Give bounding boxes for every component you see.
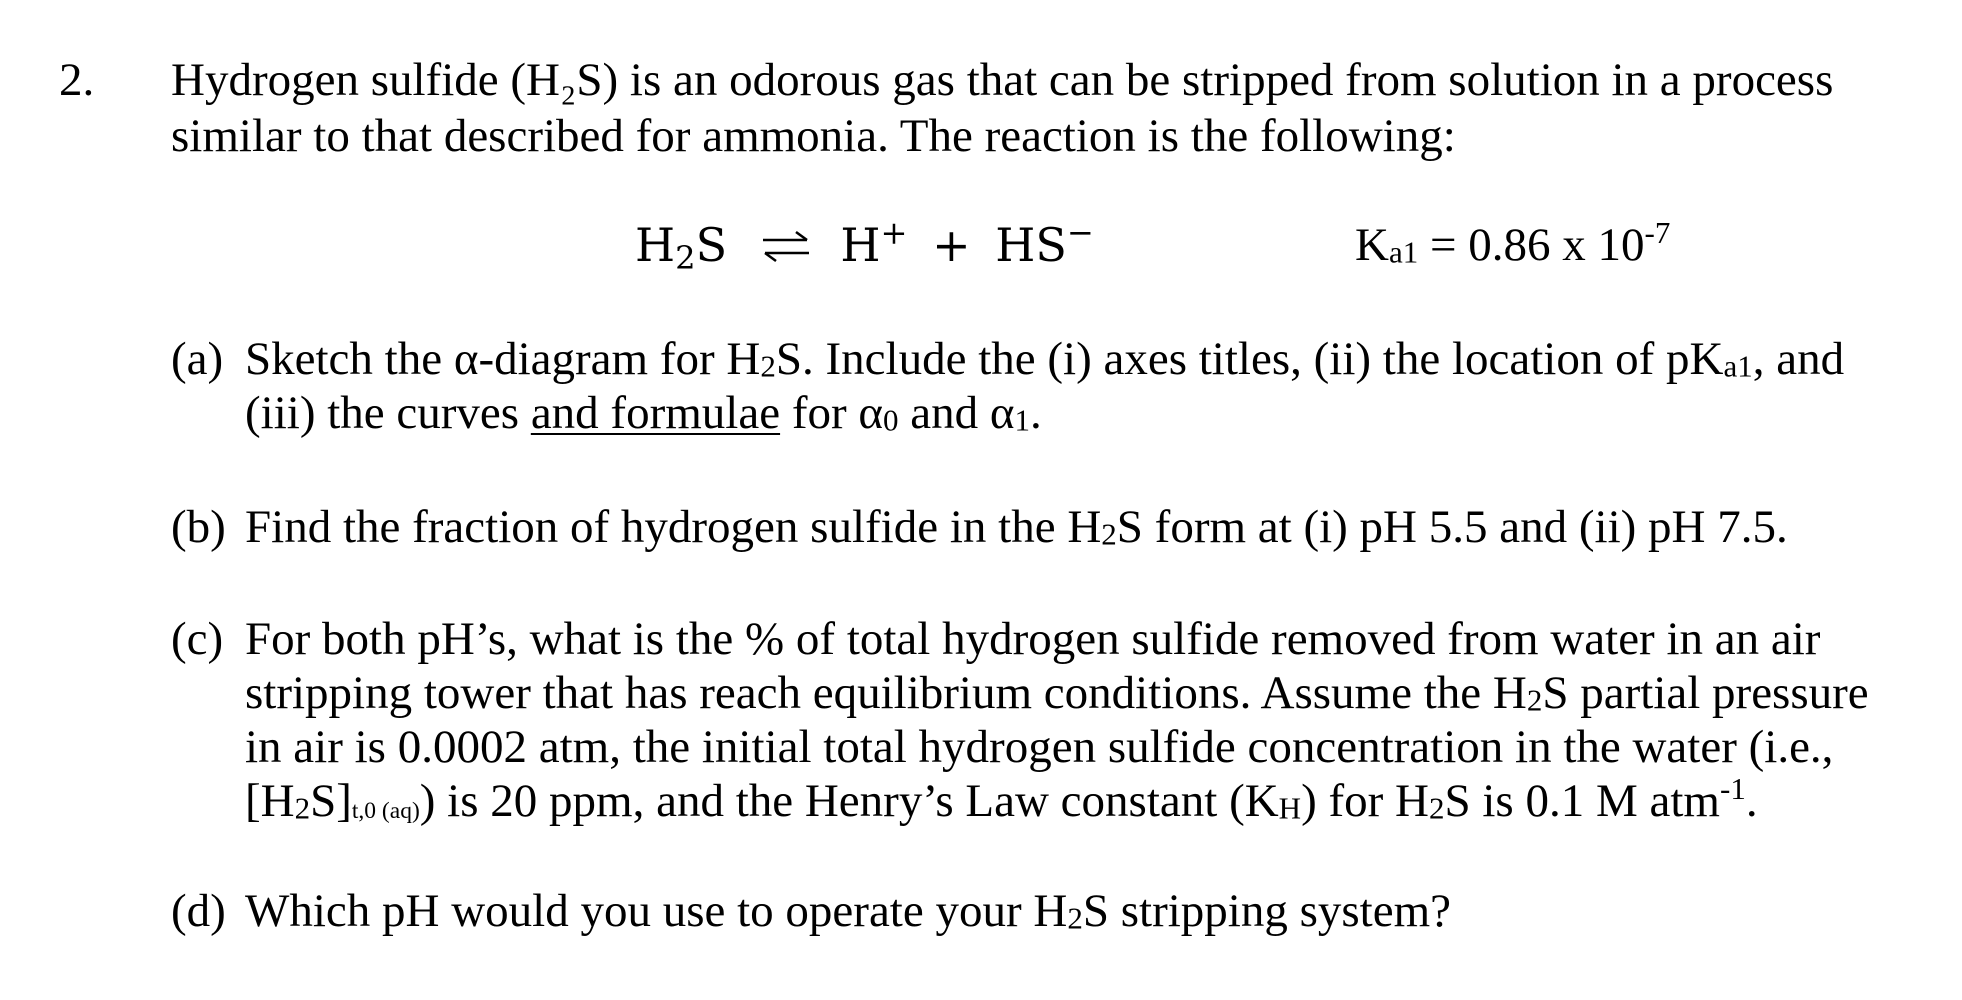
reactant: H2S [635, 218, 728, 278]
part-b: (b) Find the fraction of hydrogen sulfide in the $H_2S$ form at (i) pH 5.5 and (ii) pH 7.5. [171, 501, 1788, 553]
product-bisulfide-ion: HS− [995, 213, 1094, 272]
acid-constant: $K_{a1} = 0.86$ x $10^{-7}$ [1355, 214, 1671, 271]
part-c: (c) For both pH’s, what is the % of total hydrogen sulfide removed from water in an air stripping tower that has reach equilibrium conditions. Assume the $H_2S$ partial pressure in air is 0.0002 atm, the initial total hydrogen sulfide concentration in the water (i.e., $[H_2S]_{t,0 (aq)}$) is 20 ppm, and the Henry’s Law constant $(K_H)$ for $H_2S$ is 0.1 M atm$^{-1}$. [171, 613, 1869, 827]
product-hydrogen-ion: H+ [840, 213, 908, 272]
intro-line-1: Hydrogen sulfide (H₂S) is an odorous gas that can be stripped from solution in a process [171, 54, 1834, 106]
part-d: (d) Which pH would you use to operate your $H_2S$ stripping system? [171, 885, 1452, 937]
reaction-equation [635, 213, 1094, 278]
part-b-label: (b) [171, 501, 226, 553]
part-c-label: (c) [171, 613, 224, 665]
equilibrium-arrows-icon [760, 229, 812, 263]
underlined-phrase: and formulae [530, 387, 781, 439]
plus-sign: + [932, 218, 971, 272]
question-number: 2. [59, 54, 95, 106]
question-intro [171, 52, 1891, 164]
intro-line-2: similar to that described for ammonia. The reaction is the following: [171, 110, 1456, 162]
part-d-label: (d) [171, 885, 226, 937]
part-a-label: (a) [171, 333, 224, 385]
part-a: (a) Sketch the α-diagram for $H_2S$. Include the (i) axes titles, (ii) the location of $pK_{a1}$, and (iii) the curves and formulae for $\alpha_0$ and $\alpha_1$. [171, 333, 1845, 439]
